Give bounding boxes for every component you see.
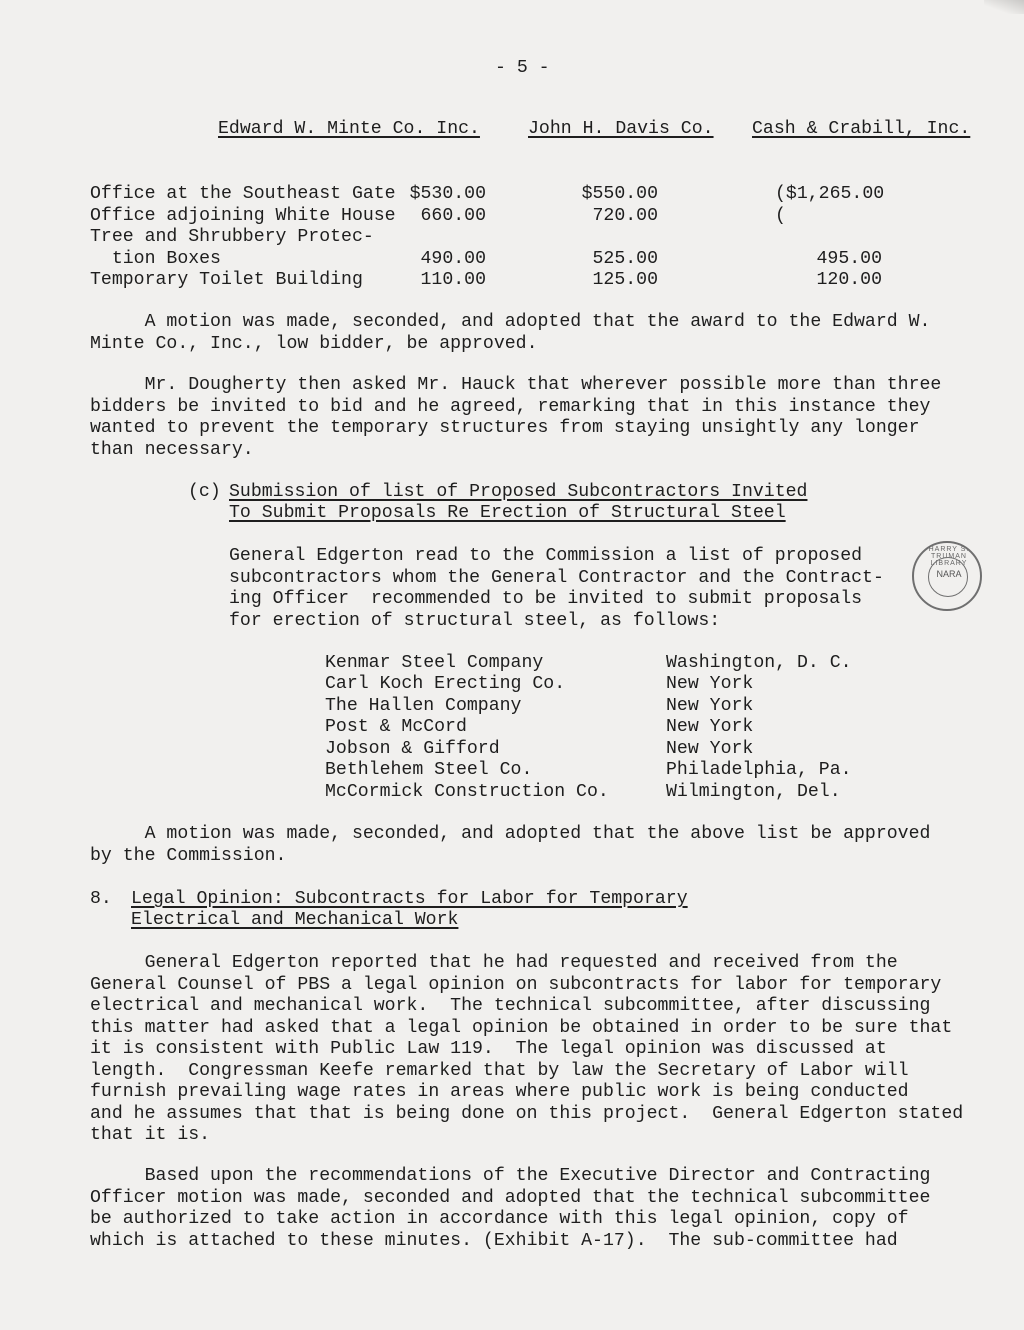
text-line: bidders be invited to bid and he agreed, remarking that in this instance they: [90, 396, 931, 417]
paragraph-motion-award: [90, 312, 930, 355]
page-corner-fold: [984, 0, 1024, 14]
row-label: Tree and Shrubbery Protec-: [90, 227, 374, 247]
text-line: General Edgerton read to the Commission a list of proposed: [229, 546, 863, 566]
paragraph-legal-opinion: [90, 953, 963, 1147]
cell-davis: 125.00: [592, 270, 658, 290]
subcontractor-city: New York: [666, 739, 754, 759]
paragraph-motion-list: [90, 824, 930, 867]
text-line: length. Congressman Keefe remarked that by law the Secretary of Labor will: [90, 1060, 909, 1081]
subcontractor-name: Kenmar Steel Company: [325, 653, 544, 673]
header-cash: Cash & Crabill, Inc.: [752, 119, 971, 139]
text-line: for erection of structural steel, as follows:: [229, 610, 721, 631]
subcontractor-city: Washington, D. C.: [666, 653, 852, 673]
row-label: tion Boxes: [90, 249, 221, 269]
subcontractor-name: The Hallen Company: [325, 696, 522, 716]
section-c-body: [229, 546, 884, 632]
subcontractor-city: Wilmington, Del.: [666, 782, 841, 802]
text-line: General Edgerton reported that he had requested and received from the: [90, 953, 898, 973]
text-line: which is attached to these minutes. (Exhibit A-17). The sub-committee had: [90, 1230, 898, 1251]
section-c-marker: (c): [188, 482, 221, 502]
cell-cash: ($1,265.00: [775, 184, 885, 204]
subcontractor-city: New York: [666, 674, 754, 694]
page-number: - 5 -: [495, 58, 550, 78]
text-line: General Counsel of PBS a legal opinion on subcontracts for labor for temporary: [90, 974, 942, 995]
cell-cash: (: [775, 206, 786, 226]
text-line: Officer motion was made, seconded and adopted that the technical subcommittee: [90, 1187, 931, 1208]
text-line: that it is.: [90, 1125, 211, 1145]
library-stamp: [912, 541, 982, 611]
subcontractor-name: Post & McCord: [325, 717, 467, 737]
text-line: Minte Co., Inc., low bidder, be approved.: [90, 333, 538, 354]
text-line: this matter had asked that a legal opinion be obtained in order to be sure that: [90, 1017, 953, 1038]
section-c-title-line2: To Submit Proposals Re Erection of Structural Steel: [229, 503, 786, 523]
text-line: electrical and mechanical work. The technical subcommittee, after discussing: [90, 996, 931, 1016]
subcontractor-city: New York: [666, 717, 754, 737]
text-line: be authorized to take action in accordance with this legal opinion, copy of: [90, 1209, 909, 1229]
cell-cash: 120.00: [816, 270, 882, 290]
text-line: and he assumes that that is being done on this project. General Edgerton stated: [90, 1103, 964, 1124]
text-line: Based upon the recommendations of the Executive Director and Contracting: [90, 1166, 931, 1186]
paragraph-based-upon: [90, 1166, 930, 1252]
subcontractor-city: Philadelphia, Pa.: [666, 760, 852, 780]
header-minte: Edward W. Minte Co. Inc.: [218, 119, 480, 139]
paragraph-dougherty: [90, 375, 941, 461]
cell-minte: 110.00: [420, 270, 486, 290]
cell-davis: 720.00: [592, 206, 658, 226]
header-davis: John H. Davis Co.: [528, 119, 714, 139]
section-c-title-line1: Submission of list of Proposed Subcontractors Invited: [229, 482, 808, 502]
text-line: furnish prevailing wage rates in areas where public work is being conducted: [90, 1082, 909, 1102]
subcontractor-city: New York: [666, 696, 754, 716]
subcontractor-name: Carl Koch Erecting Co.: [325, 674, 566, 694]
text-line: A motion was made, seconded, and adopted that the above list be approved: [90, 824, 931, 844]
text-line: by the Commission.: [90, 845, 287, 866]
cell-minte: $530.00: [409, 184, 486, 204]
cell-minte: 660.00: [420, 206, 486, 226]
text-line: subcontractors whom the General Contractor and the Contract-: [229, 567, 884, 588]
cell-minte: 490.00: [420, 249, 486, 269]
section-8-title-line1: Legal Opinion: Subcontracts for Labor for Temporary: [131, 889, 688, 909]
cell-davis: $550.00: [581, 184, 658, 204]
text-line: wanted to prevent the temporary structures from staying unsightly any longer: [90, 418, 920, 438]
cell-davis: 525.00: [592, 249, 658, 269]
text-line: than necessary.: [90, 439, 254, 460]
section-8-number: 8.: [90, 889, 112, 909]
row-label: Office at the Southeast Gate: [90, 184, 396, 204]
text-line: it is consistent with Public Law 119. The legal opinion was discussed at: [90, 1039, 887, 1059]
section-8-title-line2: Electrical and Mechanical Work: [131, 910, 459, 930]
row-label: Office adjoining White House: [90, 206, 396, 226]
subcontractor-name: Jobson & Gifford: [325, 739, 500, 759]
stamp-ring-text: HARRY S. TRUMAN LIBRARY: [928, 546, 970, 567]
stamp-center-text: NARA: [936, 569, 962, 579]
text-line: Mr. Dougherty then asked Mr. Hauck that wherever possible more than three: [90, 375, 942, 395]
text-line: ing Officer recommended to be invited to submit proposals: [229, 589, 863, 609]
subcontractor-name: McCormick Construction Co.: [325, 782, 609, 802]
text-line: A motion was made, seconded, and adopted that the award to the Edward W.: [90, 312, 931, 332]
subcontractor-name: Bethlehem Steel Co.: [325, 760, 533, 780]
cell-cash: 495.00: [816, 249, 882, 269]
row-label: Temporary Toilet Building: [90, 270, 363, 290]
